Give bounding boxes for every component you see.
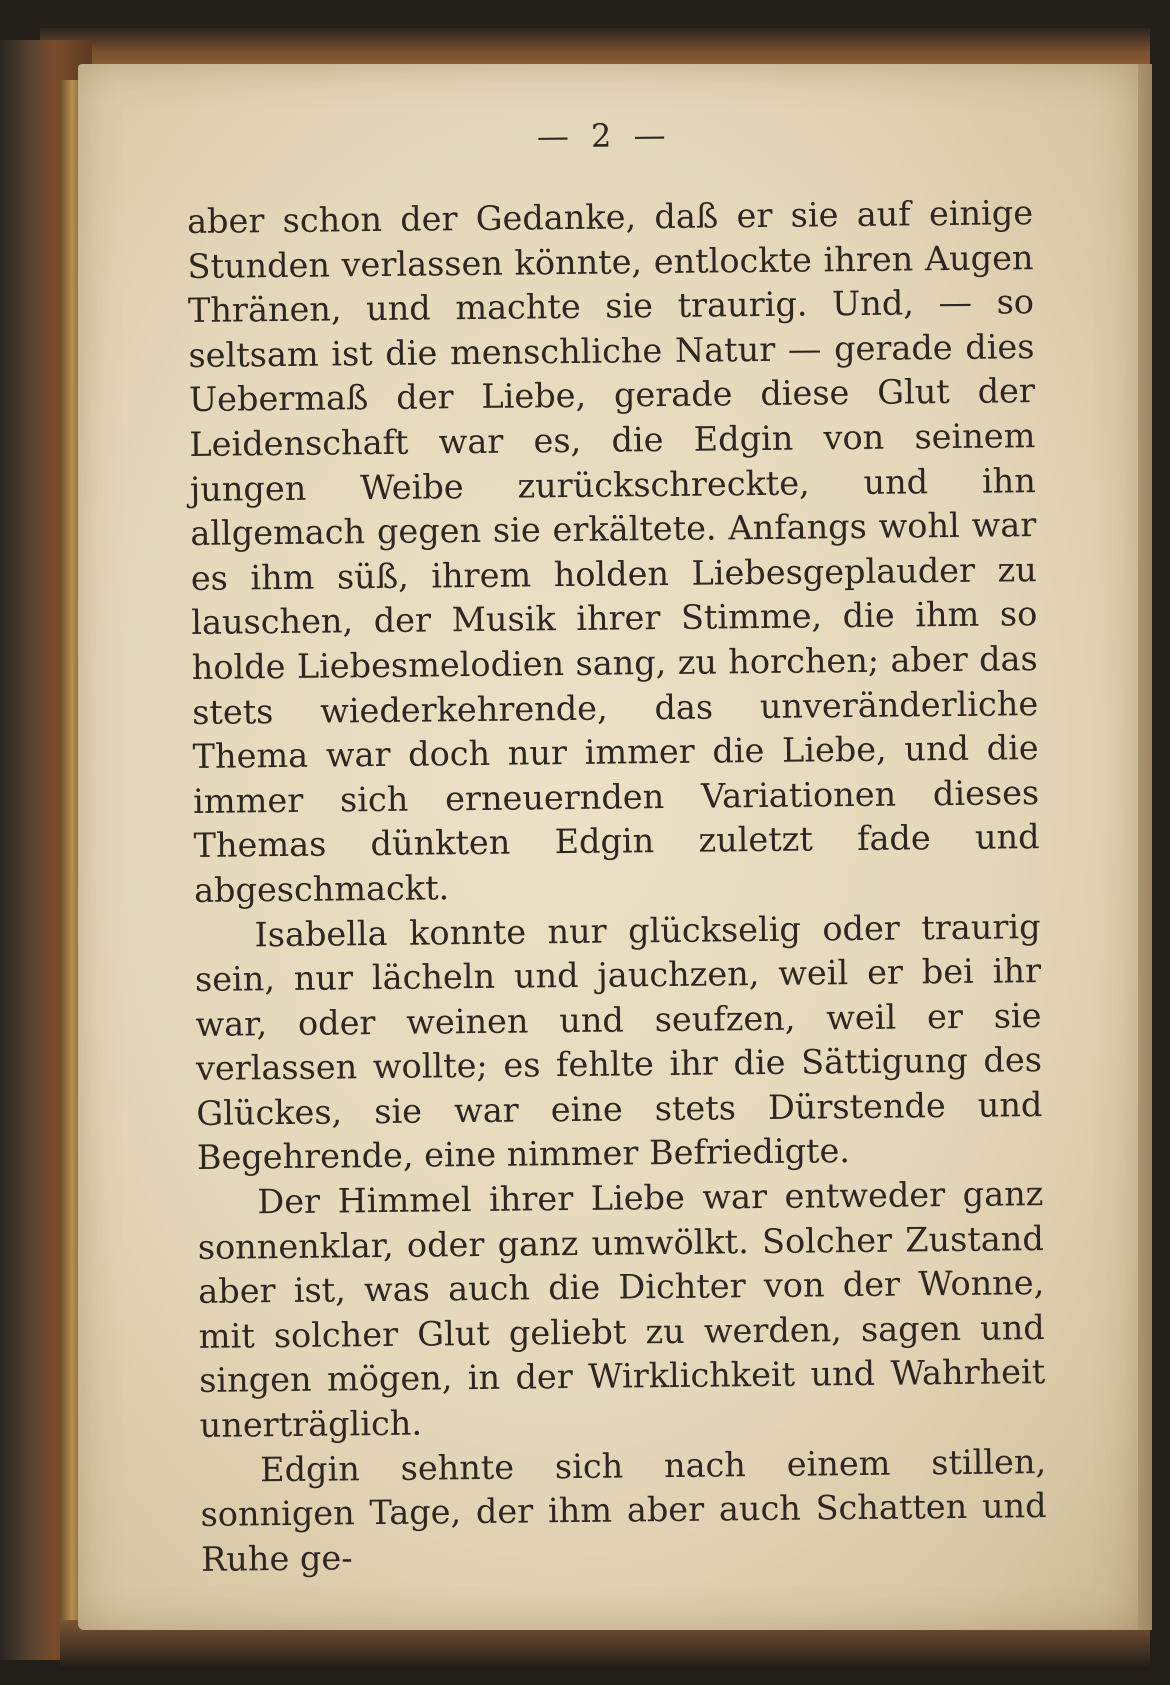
paragraph-1: aber schon der Gedanke, daß er sie auf einige Stunden verlassen könnte, entlockte ihren Augen Thränen, und machte sie traurig. Und, — so seltsam ist die menschliche Natur — gerade dies Uebermaß der Liebe, gerade diese Glut der Leidenschaft war es, die Edgin von seinem jungen Weibe zurückschreckte, und ihn allgemach gegen sie erkältete. Anfangs wohl war es ihm süß, ihrem holden Liebesgeplauder zu lauschen, der Musik ihrer Stimme, die ihm so holde Liebesmelodien sang, zu horchen; aber das stets wiederkehrende, das unveränderliche Thema war doch nur immer die Liebe, und die immer sich erneuernden Variationen dieses Themas dünkten Edgin zuletzt fade und abgeschmackt. [186,193,1040,910]
paragraph-4: Edgin sehnte sich nach einem stillen, sonnigen Tage, der ihm aber auch Schatten und Ruhe ge- [200,1441,1047,1579]
paragraph-2: Isabella konnte nur glückselig oder traurig sein, nur lächeln und jauchzen, weil er bei ihr war, oder weinen und seufzen, weil er sie verlassen wollte; es fehlte ihr die Sättigung des Glückes, sie war eine stets Dürstende und Begehrende, eine nimmer Befriedigte. [194,906,1043,1178]
page-number: — 2 — [536,115,672,156]
paragraph-3: Der Himmel ihrer Liebe war entweder ganz sonnenklar, oder ganz umwölkt. Solcher Zustand aber ist, was auch die Dichter von der Wonne, mit solcher Glut geliebt zu werden, sagen und singen mögen, in der Wirklichkeit und Wahrheit unerträglich. [197,1174,1046,1445]
page-text-block [186,109,1047,1582]
